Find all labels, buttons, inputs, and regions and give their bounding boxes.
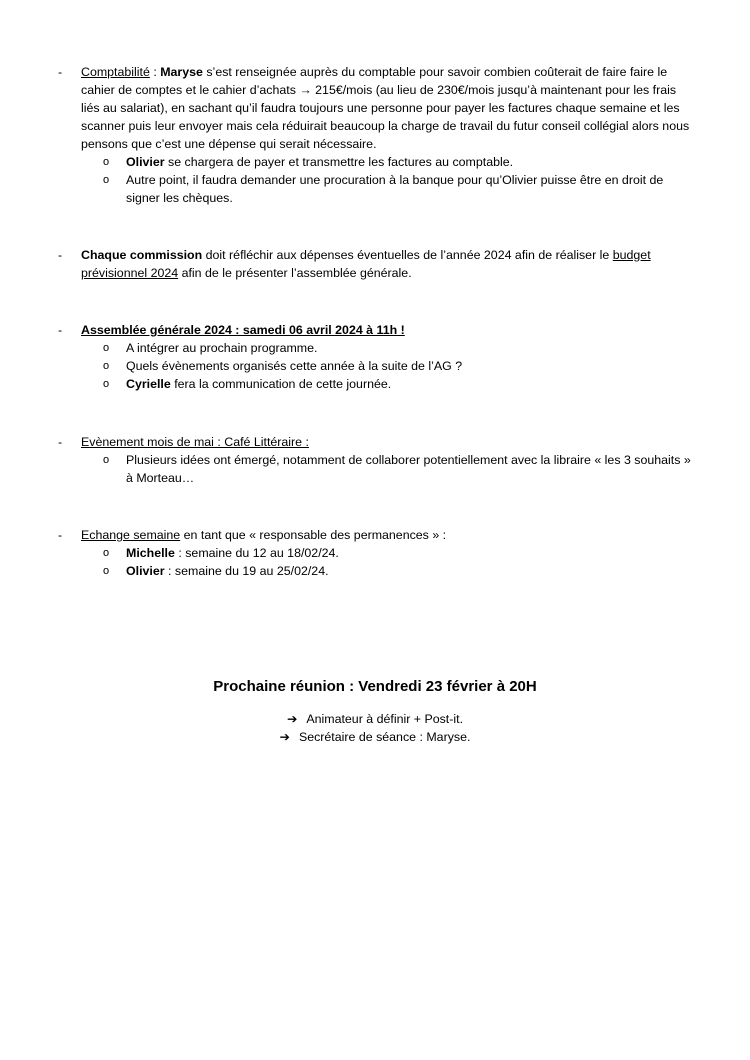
dash-bullet: - (58, 323, 63, 337)
circle-bullet: o (103, 378, 110, 390)
person-name: Michelle (126, 546, 175, 560)
circle-bullet: o (103, 360, 110, 372)
circle-bullet: o (103, 565, 110, 577)
separator: : (149, 65, 161, 79)
section-echange (58, 526, 698, 580)
bullet-item (58, 433, 698, 451)
paragraph-text: s’est renseignée auprès du comptable pour savoir combien coûterait de faire faire le cahier de comptes et le cahier d’achats → 215€/mois (au lieu de 230€/mois jusqu’à maintenant pour les frais liés au salariat), en sachant qu’il faudra toujours une personne pour payer les factures chaque semaine et les scanner puis leur envoyer mais cela réduirait beaucoup la charge de travail du futur conseil collégial alors nous pensons que c’est une dépense qui serait nécessaire. (81, 65, 690, 151)
sub-item (103, 375, 698, 393)
section-title: Comptabilité (81, 65, 150, 79)
sub-item (103, 171, 698, 207)
section-assemblee (58, 321, 698, 393)
bullet-text (81, 246, 698, 282)
next-meeting-details (0, 710, 750, 746)
bullet-item (58, 63, 698, 153)
circle-bullet: o (103, 547, 110, 559)
arrow-right-icon: ➔ (279, 730, 290, 744)
sub-text: fera la communication de cette journée. (170, 377, 392, 391)
sub-item (103, 544, 698, 562)
detail-text: Animateur à définir + Post-it. (306, 712, 464, 726)
sub-text: : semaine du 19 au 25/02/24. (164, 564, 329, 578)
section-comptabilite (58, 63, 698, 207)
section-title: Echange semaine (81, 528, 181, 542)
circle-bullet: o (103, 342, 110, 354)
dash-bullet: - (58, 65, 63, 79)
circle-bullet: o (103, 454, 110, 466)
circle-bullet: o (103, 174, 110, 186)
detail-text: Secrétaire de séance : Maryse. (298, 730, 471, 744)
bullet-text (81, 63, 698, 153)
sub-item (103, 339, 698, 357)
bullet-item (58, 526, 698, 544)
section-evenement (58, 433, 698, 487)
section-title: Assemblée générale 2024 : samedi 06 avril 2024 à 11h ! (81, 323, 405, 337)
sub-item (103, 153, 698, 171)
dash-bullet: - (58, 248, 63, 262)
bullet-item (58, 246, 698, 282)
detail-line (0, 728, 750, 746)
person-name: Olivier (126, 564, 165, 578)
arrow-right-icon: ➔ (286, 712, 298, 726)
sub-item (103, 357, 698, 375)
sub-text: : semaine du 12 au 18/02/24. (174, 546, 339, 560)
paragraph-text: afin de le présenter l’assemblée générale. (178, 266, 412, 280)
next-meeting-title: Prochaine réunion : Vendredi 23 février à 20H (213, 678, 537, 695)
circle-bullet: o (103, 156, 110, 168)
person-name: Cyrielle (126, 377, 171, 391)
bullet-item (58, 321, 698, 339)
paragraph-text: doit réfléchir aux dépenses éventuelles de l’année 2024 afin de réaliser le (202, 248, 613, 262)
dash-bullet: - (58, 528, 63, 542)
sub-text: A intégrer au prochain programme. (126, 341, 318, 355)
sub-text: Autre point, il faudra demander une procuration à la banque pour qu’Olivier puisse être en droit de signer les chèques. (126, 173, 664, 205)
dash-bullet: - (58, 435, 63, 449)
bold-text: Chaque commission (81, 248, 203, 262)
section-title: Evènement mois de mai : Café Littéraire : (81, 435, 309, 449)
sub-text: se chargera de payer et transmettre les factures au comptable. (164, 155, 514, 169)
sub-item (103, 562, 698, 580)
detail-line (0, 710, 750, 728)
paragraph-text: en tant que « responsable des permanences » : (180, 528, 447, 542)
person-name: Olivier (126, 155, 165, 169)
sub-item (103, 451, 698, 487)
sub-text: Quels évènements organisés cette année à la suite de l’AG ? (126, 359, 463, 373)
sub-text: Plusieurs idées ont émergé, notamment de collaborer potentiellement avec la libraire « les 3 souhaits » à Morteau… (126, 453, 691, 485)
person-name: Maryse (160, 65, 203, 79)
section-budget (58, 246, 698, 282)
underlined-text: budget prévisionnel 2024 (81, 248, 651, 280)
